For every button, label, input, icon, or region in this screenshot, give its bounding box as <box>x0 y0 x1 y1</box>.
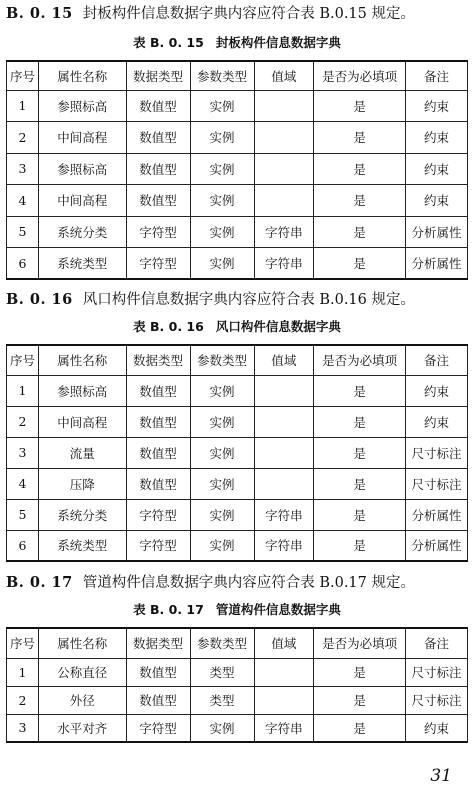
table-cell: 是 <box>314 714 406 742</box>
column-header: 是否为必填项 <box>314 345 406 375</box>
table-cell: 分析属性 <box>406 499 468 530</box>
table-cell <box>254 437 314 468</box>
table-cell: 字符串 <box>254 714 314 742</box>
table-cell: 类型 <box>190 658 254 686</box>
caption-number: 表 B. 0. 17 <box>133 602 204 617</box>
column-header: 值域 <box>254 345 314 375</box>
table-row <box>7 185 468 217</box>
column-header: 值域 <box>254 61 314 90</box>
table-cell: 系统分类 <box>39 499 127 530</box>
table-cell <box>254 90 314 122</box>
column-header: 序号 <box>7 61 39 90</box>
table-cell: 字符串 <box>254 248 314 280</box>
column-header: 值域 <box>254 628 314 658</box>
table-cell: 参照标高 <box>39 90 127 122</box>
clause-text: 管道构件信息数据字典内容应符合表 B.0.17 规定。 <box>82 575 415 591</box>
table-row <box>7 90 468 122</box>
table-cell: 尺寸标注 <box>406 686 468 714</box>
table-cell: 字符型 <box>126 714 190 742</box>
column-header: 属性名称 <box>39 628 127 658</box>
table-cell: 压降 <box>39 468 127 499</box>
table-cell: 中间高程 <box>39 122 127 154</box>
table-cell: 约束 <box>406 90 468 122</box>
table-cell: 尺寸标注 <box>406 658 468 686</box>
table-cell: 是 <box>314 185 406 217</box>
table-cell <box>254 153 314 185</box>
table-cell: 流量 <box>39 437 127 468</box>
table-cell: 是 <box>314 406 406 437</box>
table-cell <box>254 185 314 217</box>
table-cell: 分析属性 <box>406 530 468 561</box>
table-cell: 分析属性 <box>406 216 468 248</box>
table-cell: 字符型 <box>126 499 190 530</box>
table-cell <box>254 406 314 437</box>
table-cell: 约束 <box>406 375 468 406</box>
table-cell: 中间高程 <box>39 406 127 437</box>
table-cell: 数值型 <box>126 468 190 499</box>
column-header: 是否为必填项 <box>314 61 406 90</box>
table-cell: 是 <box>314 216 406 248</box>
table-cell: 系统类型 <box>39 248 127 280</box>
table-cell: 参照标高 <box>39 375 127 406</box>
table-header-row <box>7 61 468 90</box>
table-cell: 字符串 <box>254 216 314 248</box>
table-cell: 实例 <box>190 90 254 122</box>
table-cell: 数值型 <box>126 686 190 714</box>
table-cell: 3 <box>7 153 39 185</box>
column-header: 序号 <box>7 345 39 375</box>
clause-number: B. 0. 15 <box>6 5 73 22</box>
column-header: 备注 <box>406 345 468 375</box>
table-cell: 系统类型 <box>39 530 127 561</box>
table-row <box>7 686 468 714</box>
table-caption-b-0-15 <box>0 34 474 52</box>
table-cell <box>254 375 314 406</box>
table-cell: 4 <box>7 185 39 217</box>
table-row <box>7 437 468 468</box>
table-cell: 5 <box>7 216 39 248</box>
table-cell <box>254 122 314 154</box>
table-cell: 数值型 <box>126 90 190 122</box>
table-row <box>7 714 468 742</box>
table-cell: 外径 <box>39 686 127 714</box>
table-cell: 是 <box>314 153 406 185</box>
column-header: 备注 <box>406 61 468 90</box>
column-header: 备注 <box>406 628 468 658</box>
table-cell: 是 <box>314 530 406 561</box>
clause-b-0-16 <box>6 289 415 311</box>
table-cell: 数值型 <box>126 153 190 185</box>
table-cell: 实例 <box>190 406 254 437</box>
table-cell: 1 <box>7 375 39 406</box>
clause-b-0-17 <box>6 572 415 594</box>
table-header-row <box>7 345 468 375</box>
table-cell: 实例 <box>190 437 254 468</box>
table-cell: 数值型 <box>126 185 190 217</box>
table-cell: 1 <box>7 658 39 686</box>
column-header: 是否为必填项 <box>314 628 406 658</box>
table-cell: 实例 <box>190 714 254 742</box>
table-cell: 是 <box>314 499 406 530</box>
caption-number: 表 B. 0. 15 <box>133 35 204 50</box>
table-cell <box>254 468 314 499</box>
table-row <box>7 658 468 686</box>
table-cell: 公称直径 <box>39 658 127 686</box>
caption-title: 封板构件信息数据字典 <box>215 35 341 50</box>
table-cell: 约束 <box>406 185 468 217</box>
table-cell: 尺寸标注 <box>406 437 468 468</box>
column-header: 属性名称 <box>39 345 127 375</box>
table-cell: 类型 <box>190 686 254 714</box>
column-header: 参数类型 <box>190 345 254 375</box>
column-header: 数据类型 <box>126 345 190 375</box>
table-cell: 实例 <box>190 248 254 280</box>
caption-number: 表 B. 0. 16 <box>133 319 204 334</box>
column-header: 属性名称 <box>39 61 127 90</box>
table-cell: 数值型 <box>126 375 190 406</box>
table-caption-b-0-16 <box>0 318 474 336</box>
table-row <box>7 406 468 437</box>
table-cell: 参照标高 <box>39 153 127 185</box>
data-dictionary-table <box>6 627 468 743</box>
table-cell: 实例 <box>190 122 254 154</box>
table-cell: 5 <box>7 499 39 530</box>
table-cell: 6 <box>7 248 39 280</box>
clause-text: 风口构件信息数据字典内容应符合表 B.0.16 规定。 <box>82 292 415 308</box>
table-row <box>7 216 468 248</box>
data-dictionary-table <box>6 60 468 280</box>
caption-title: 风口构件信息数据字典 <box>215 319 341 334</box>
table-row <box>7 499 468 530</box>
table-cell: 2 <box>7 122 39 154</box>
table-header-row <box>7 628 468 658</box>
table-cell: 实例 <box>190 530 254 561</box>
table-cell: 约束 <box>406 406 468 437</box>
table-caption-b-0-17 <box>0 601 474 619</box>
clause-number: B. 0. 16 <box>6 291 73 308</box>
table-cell: 约束 <box>406 122 468 154</box>
clause-text: 封板构件信息数据字典内容应符合表 B.0.15 规定。 <box>82 6 415 22</box>
column-header: 序号 <box>7 628 39 658</box>
table-cell: 实例 <box>190 499 254 530</box>
table-cell: 字符型 <box>126 248 190 280</box>
table-cell: 是 <box>314 658 406 686</box>
table-cell: 水平对齐 <box>39 714 127 742</box>
column-header: 数据类型 <box>126 61 190 90</box>
table-row <box>7 153 468 185</box>
table-row <box>7 375 468 406</box>
table-cell: 数值型 <box>126 122 190 154</box>
clause-b-0-15 <box>6 3 415 25</box>
table-cell: 系统分类 <box>39 216 127 248</box>
table-cell: 实例 <box>190 185 254 217</box>
column-header: 数据类型 <box>126 628 190 658</box>
table-cell: 数值型 <box>126 658 190 686</box>
table-cell <box>254 686 314 714</box>
table-row <box>7 248 468 280</box>
table-cell: 是 <box>314 248 406 280</box>
table-cell <box>254 658 314 686</box>
table-cell: 约束 <box>406 153 468 185</box>
table-cell: 字符型 <box>126 216 190 248</box>
table-cell: 是 <box>314 468 406 499</box>
table-cell: 2 <box>7 406 39 437</box>
table-cell: 字符型 <box>126 530 190 561</box>
table-cell: 是 <box>314 90 406 122</box>
page-number: 31 <box>430 766 452 786</box>
table-cell: 数值型 <box>126 437 190 468</box>
table-cell: 是 <box>314 437 406 468</box>
table-cell: 尺寸标注 <box>406 468 468 499</box>
table-cell: 字符串 <box>254 499 314 530</box>
table-row <box>7 530 468 561</box>
column-header: 参数类型 <box>190 628 254 658</box>
table-cell: 是 <box>314 375 406 406</box>
table-cell: 数值型 <box>126 406 190 437</box>
table-cell: 实例 <box>190 216 254 248</box>
table-row <box>7 468 468 499</box>
table-cell: 是 <box>314 122 406 154</box>
table-cell: 3 <box>7 437 39 468</box>
table-cell: 约束 <box>406 714 468 742</box>
table-cell: 实例 <box>190 153 254 185</box>
table-cell: 分析属性 <box>406 248 468 280</box>
data-dictionary-table <box>6 344 468 562</box>
table-row <box>7 122 468 154</box>
table-cell: 3 <box>7 714 39 742</box>
clause-number: B. 0. 17 <box>6 574 73 591</box>
table-cell: 4 <box>7 468 39 499</box>
table-cell: 是 <box>314 686 406 714</box>
table-cell: 2 <box>7 686 39 714</box>
column-header: 参数类型 <box>190 61 254 90</box>
table-cell: 6 <box>7 530 39 561</box>
table-cell: 1 <box>7 90 39 122</box>
table-cell: 中间高程 <box>39 185 127 217</box>
caption-title: 管道构件信息数据字典 <box>215 602 341 617</box>
table-cell: 实例 <box>190 375 254 406</box>
table-cell: 实例 <box>190 468 254 499</box>
table-cell: 字符串 <box>254 530 314 561</box>
